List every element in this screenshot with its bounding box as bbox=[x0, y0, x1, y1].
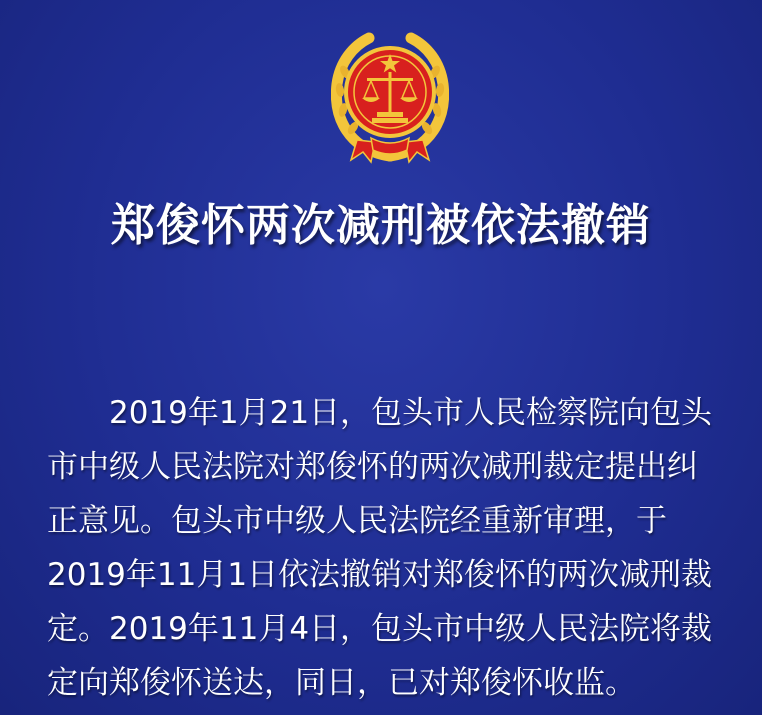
article-body: 2019年1月21日，包头市人民检察院向包头市中级人民法院对郑俊怀的两次减刑裁定提出纠正意见。包头市中级人民法院经重新审理，于2019年11月1日依法撤销对郑俊怀的两次减刑裁定。2019年11月4日，包头市中级人民法院将裁定向郑俊怀送达，同日，已对郑俊怀收监。 bbox=[47, 395, 713, 701]
headline: 郑俊怀两次减刑被依法撤销 bbox=[111, 200, 651, 251]
court-emblem-icon bbox=[331, 32, 449, 164]
